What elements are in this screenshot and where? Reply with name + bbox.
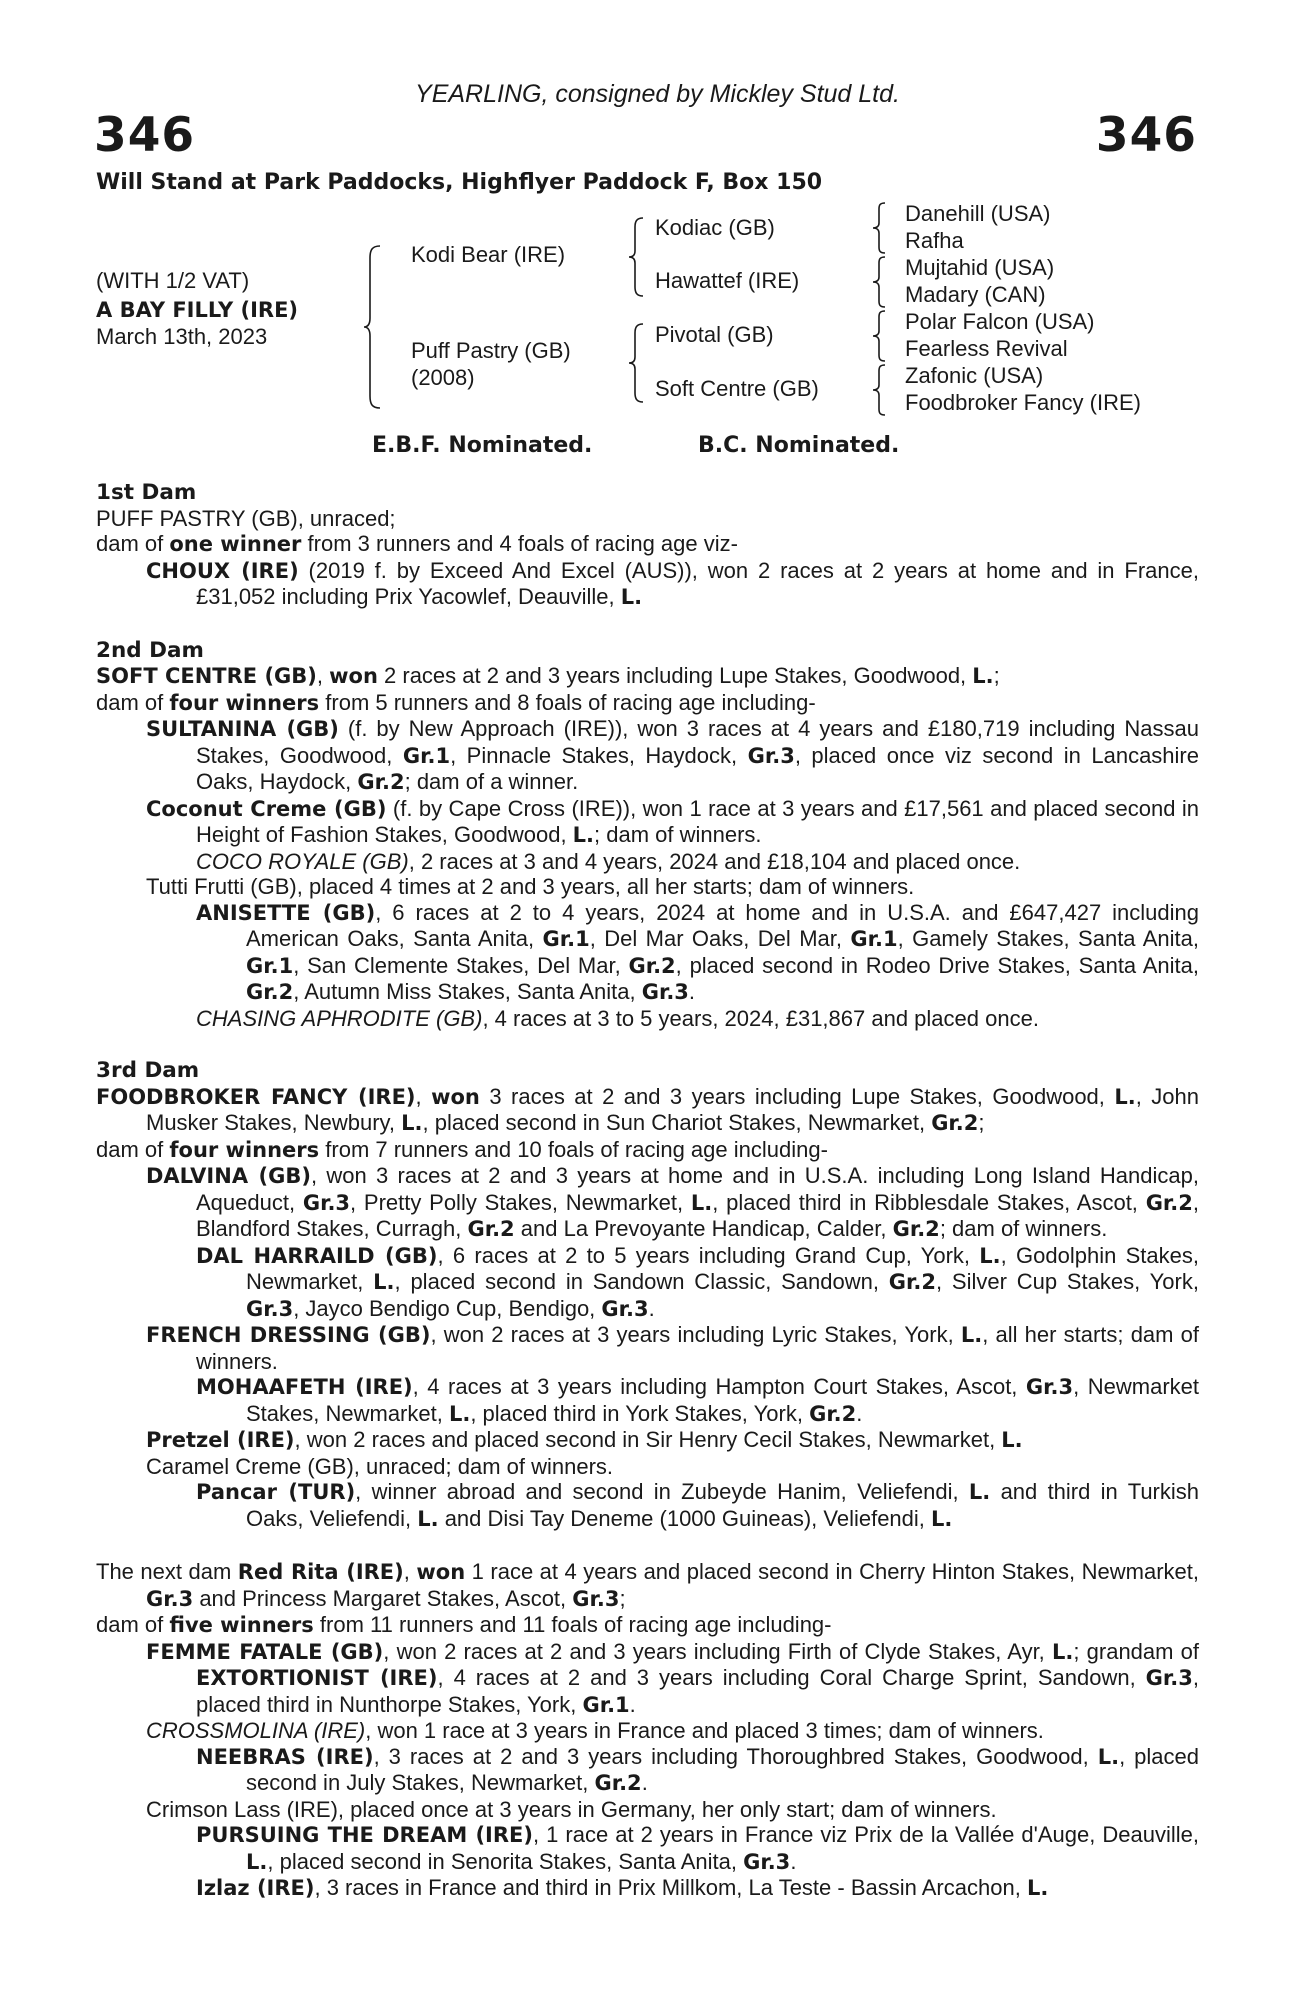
family-entry: FEMME FATALE (GB), won 2 races at 2 and 3 years including Firth of Clyde Stakes, Ayr, L.; grandam of EXTORTIONIST (IRE), 4 races at 2 and 3 years including Coral Charge Sprint, Sandown, Gr.3, placed third in Nunthorpe Stakes, York, Gr.1. [146,1638,1200,1717]
dam-dam: Soft Centre (GB) [655,376,819,401]
grandsire-3: Mujtahid (USA) [905,255,1055,280]
family-entry: MOHAAFETH (IRE), 4 races at 3 years including Hampton Court Stakes, Ascot, Gr.3, Newmarket Stakes, Newmarket, L., placed third in York Stakes, York, Gr.2. [196,1374,1199,1426]
family-entry: dam of four winners from 5 runners and 8 foals of racing age including- [96,689,816,715]
family-entry: Coconut Creme (GB) (f. by Cape Cross (IRE)), won 1 race at 3 years and £17,561 and placed second in Height of Fashion Stakes, Goodwood, L.; dam of winners. [146,795,1199,847]
brace-g1 [871,201,889,255]
family-entry: SOFT CENTRE (GB), won 2 races at 2 and 3 years including Lupe Stakes, Goodwood, L.; [96,663,1000,688]
family-entry: Tutti Frutti (GB), placed 4 times at 2 and 3 years, all her starts; dam of winners. [146,874,915,899]
family-entry: COCO ROYALE (GB), 2 races at 3 and 4 years, 2024 and £18,104 and placed once. [196,848,1021,874]
grandsire-7: Zafonic (USA) [905,363,1044,388]
dam-year: (2008) [411,365,475,390]
family-entry: Crimson Lass (IRE), placed once at 3 years in Germany, her only start; dam of winners. [146,1796,997,1822]
section-heading: 1st Dam [96,480,197,505]
family-entry: Pancar (TUR), winner abroad and second in Zubeyde Hanim, Veliefendi, L. and third in Turkish Oaks, Veliefendi, L. and Disi Tay Deneme (1000 Guineas), Veliefendi, L. [196,1479,1200,1531]
grandsire-4: Madary (CAN) [905,282,1046,307]
family-entry: DALVINA (GB), won 3 races at 2 and 3 years at home and in U.S.A. including Long Island Handicap, Aqueduct, Gr.3, Pretty Polly Stakes, Newmarket, L., placed third in Ribblesdale Stakes, Ascot, Gr.2, Blandford Stakes, Curragh, Gr.2 and La Prevoyante Handicap, Calder, Gr.2; dam of winners. [146,1163,1200,1241]
family-entry: DAL HARRAILD (GB), 6 races at 2 to 5 years including Grand Cup, York, L., Godolphin Stakes, Newmarket, L., placed second in Sandown Classic, Sandown, Gr.2, Silver Cup Stakes, York, Gr.3, Jayco Bendigo Cup, Bendigo, Gr.3. [196,1242,1199,1321]
stabling-location: Will Stand at Park Paddocks, Highflyer Paddock F, Box 150 [96,170,823,195]
brace-g2 [871,255,889,309]
section-gap [96,611,1199,638]
family-entry: FRENCH DRESSING (GB), won 2 races at 3 years including Lyric Stakes, York, L., all her starts; dam of winners. [146,1322,1199,1374]
section-heading: 3rd Dam [96,1058,200,1083]
section-heading: 2nd Dam [96,637,204,663]
brace-dam [627,322,647,404]
family-entry: FOODBROKER FANCY (IRE), won 3 races at 2 and 3 years including Lupe Stakes, Goodwood, L., John Musker Stakes, Newbury, L., placed second in Sun Chariot Stakes, Newmarket, Gr.2; [96,1083,1199,1135]
family-entry: dam of five winners from 11 runners and 11 foals of racing age including- [96,1612,832,1637]
grandsire-8: Foodbroker Fancy (IRE) [905,390,1141,415]
consignor-line: YEARLING, consigned by Mickley Stud Ltd. [415,80,900,108]
family-entry: Caramel Creme (GB), unraced; dam of winners. [146,1453,614,1479]
dam: Puff Pastry (GB) [411,338,571,363]
brace-sire [627,216,647,298]
family-entry: NEEBRAS (IRE), 3 races at 2 and 3 years including Thoroughbred Stakes, Goodwood, L., placed second in July Stakes, Newmarket, Gr.2. [196,1743,1200,1795]
family-entry: SULTANINA (GB) (f. by New Approach (IRE)), won 3 races at 4 years and £180,719 including Nassau Stakes, Goodwood, Gr.1, Pinnacle Stakes, Haydock, Gr.3, placed once viz second in Lancashire Oaks, Haydock, Gr.2; dam of a winner. [146,716,1199,794]
ebf-nomination: E.B.F. Nominated. [372,433,593,458]
bc-nomination: B.C. Nominated. [698,433,900,458]
family-entry: Izlaz (IRE), 3 races in France and third in Prix Millkom, La Teste - Bassin Arcachon, L. [196,1875,1049,1900]
vat-note: (WITH 1/2 VAT) [96,268,250,293]
brace-g3 [871,309,889,363]
grandsire-5: Polar Falcon (USA) [905,309,1095,334]
brace-g4 [871,363,889,417]
lot-name: A BAY FILLY (IRE) [96,298,299,322]
section-gap [96,1031,1199,1058]
grandsire-1: Danehill (USA) [905,201,1051,226]
family-entry: PUFF PASTRY (GB), unraced; [96,505,396,531]
lot-number-left: 346 [94,108,196,163]
brace-subject [362,244,384,410]
family-entry: CHASING APHRODITE (GB), 4 races at 3 to 5 years, 2024, £31,867 and placed once. [196,1005,1039,1031]
family-entry: dam of one winner from 3 runners and 4 foals of racing age viz- [96,531,738,556]
family-entry: The next dam Red Rita (IRE), won 1 race at 4 years and placed second in Cherry Hinton Stakes, Newmarket, Gr.3 and Princess Margaret Stakes, Ascot, Gr.3; [96,1559,1199,1611]
family-notes [96,480,1199,1902]
grandsire-2: Rafha [905,228,964,253]
section-gap [96,1532,1199,1559]
family-entry: dam of four winners from 7 runners and 10 foals of racing age including- [96,1136,828,1162]
sire: Kodi Bear (IRE) [411,242,566,267]
family-entry: PURSUING THE DREAM (IRE), 1 race at 2 years in France viz Prix de la Vallée d'Auge, Deauville, L., placed second in Senorita Stakes, Santa Anita, Gr.3. [196,1822,1199,1874]
family-entry: CROSSMOLINA (IRE), won 1 race at 3 years in France and placed 3 times; dam of winners. [146,1718,1044,1743]
family-entry: Pretzel (IRE), won 2 races and placed second in Sir Henry Cecil Stakes, Newmarket, L. [146,1427,1023,1452]
lot-number-right: 346 [1095,108,1197,163]
sire-dam: Hawattef (IRE) [655,268,800,293]
family-entry: CHOUX (IRE) (2019 f. by Exceed And Excel (AUS)), won 2 races at 2 years at home and in France, £31,052 including Prix Yacowlef, Deauville, L. [146,557,1199,609]
family-entry: ANISETTE (GB), 6 races at 2 to 4 years, 2024 at home and in U.S.A. and £647,427 including American Oaks, Santa Anita, Gr.1, Del Mar Oaks, Del Mar, Gr.1, Gamely Stakes, Santa Anita, Gr.1, San Clemente Stakes, Del Mar, Gr.2, placed second in Rodeo Drive Stakes, Santa Anita, Gr.2, Autumn Miss Stakes, Santa Anita, Gr.3. [196,899,1199,1004]
foaling-date: March 13th, 2023 [96,324,268,349]
sire-sire: Kodiac (GB) [655,215,775,240]
grandsire-6: Fearless Revival [905,336,1068,361]
dam-sire: Pivotal (GB) [655,322,774,347]
